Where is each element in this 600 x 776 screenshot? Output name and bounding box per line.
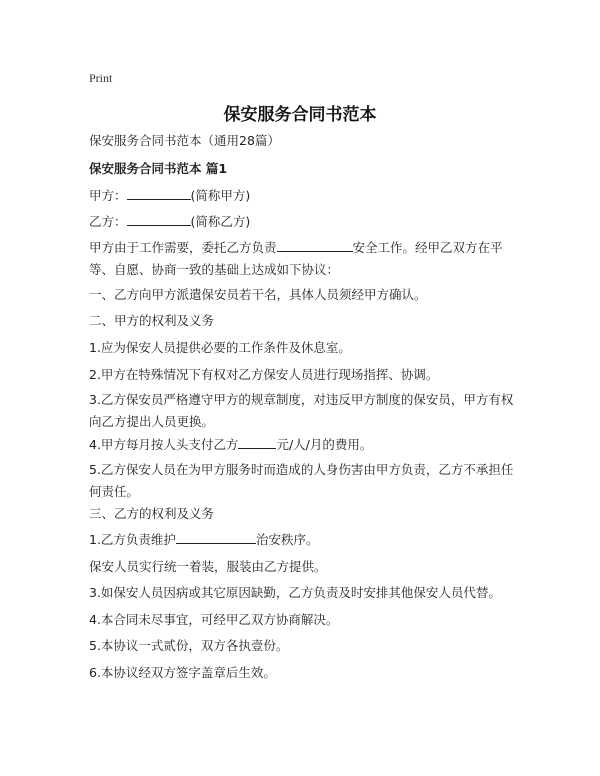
party-b-duty-4: 4.本合同未尽事宜，可经甲乙双方协商解决。 — [89, 612, 339, 627]
clause-2-heading: 二、甲方的权利及义务 — [89, 313, 215, 328]
party-b-duty-6: 6.本协议经双方签字盖章后生效。 — [89, 665, 276, 680]
fee-blank — [238, 436, 276, 449]
party-b-line — [89, 211, 519, 233]
party-b-duty-1 — [89, 529, 519, 551]
party-a-blank — [127, 187, 191, 200]
party-b-duty-3: 3.如保安人员因病或其它原因缺勤，乙方负责及时安排其他保安人员代替。 — [89, 585, 501, 600]
duty-4-after: 元/人/月的费用。 — [276, 437, 373, 452]
party-a-duty-5: 5.乙方保安人员在为甲方服务时而造成的人身伤害由甲方负责，乙方不承担任何责任。 — [89, 462, 514, 499]
party-b-duty-5: 5.本协议一式贰份，双方各执壹份。 — [89, 638, 289, 653]
party-b-label: 乙方： — [89, 214, 127, 229]
document-title: 保安服务合同书范本 — [223, 105, 377, 125]
party-b-note: (简称乙方) — [190, 214, 251, 229]
party-b-duty-2: 保安人员实行统一着装，服装由乙方提供。 — [89, 559, 327, 574]
party-a-label: 甲方： — [89, 188, 127, 203]
section-heading: 保安服务合同书范本 篇1 — [89, 161, 228, 176]
party-a-duty-4 — [89, 434, 519, 456]
party-a-note: (简称甲方) — [190, 188, 251, 203]
party-a-line — [89, 185, 519, 207]
document-subtitle: 保安服务合同书范本（通用28篇） — [89, 133, 280, 148]
intro-after: 安全工作。经甲乙双方在平等、自愿、协商一致的基础上达成如下协议： — [89, 240, 503, 277]
duty-b1-before: 1.乙方负责维护 — [89, 532, 176, 547]
party-a-duty-1: 1.应为保安人员提供必要的工作条件及休息室。 — [89, 340, 351, 355]
duty-4-before: 4.甲方每月按人头支付乙方 — [89, 437, 239, 452]
party-b-blank — [127, 213, 191, 226]
party-a-duty-3: 3.乙方保安员严格遵守甲方的规章制度，对违反甲方制度的保安员，甲方有权向乙方提出人员更换。 — [89, 392, 514, 429]
security-area-blank — [176, 531, 256, 544]
clause-3-heading: 三、乙方的权利及义务 — [89, 506, 215, 521]
intro-before: 甲方由于工作需要，委托乙方负责 — [89, 240, 277, 255]
intro-blank — [277, 239, 353, 252]
duty-b1-after: 治安秩序。 — [255, 532, 319, 547]
party-a-duty-2: 2.甲方在特殊情况下有权对乙方保安人员进行现场指挥、协调。 — [89, 367, 439, 382]
intro-paragraph — [89, 237, 519, 281]
print-label[interactable]: Print — [89, 71, 113, 85]
clause-1: 一、乙方向甲方派遣保安员若干名，具体人员须经甲方确认。 — [89, 287, 427, 302]
